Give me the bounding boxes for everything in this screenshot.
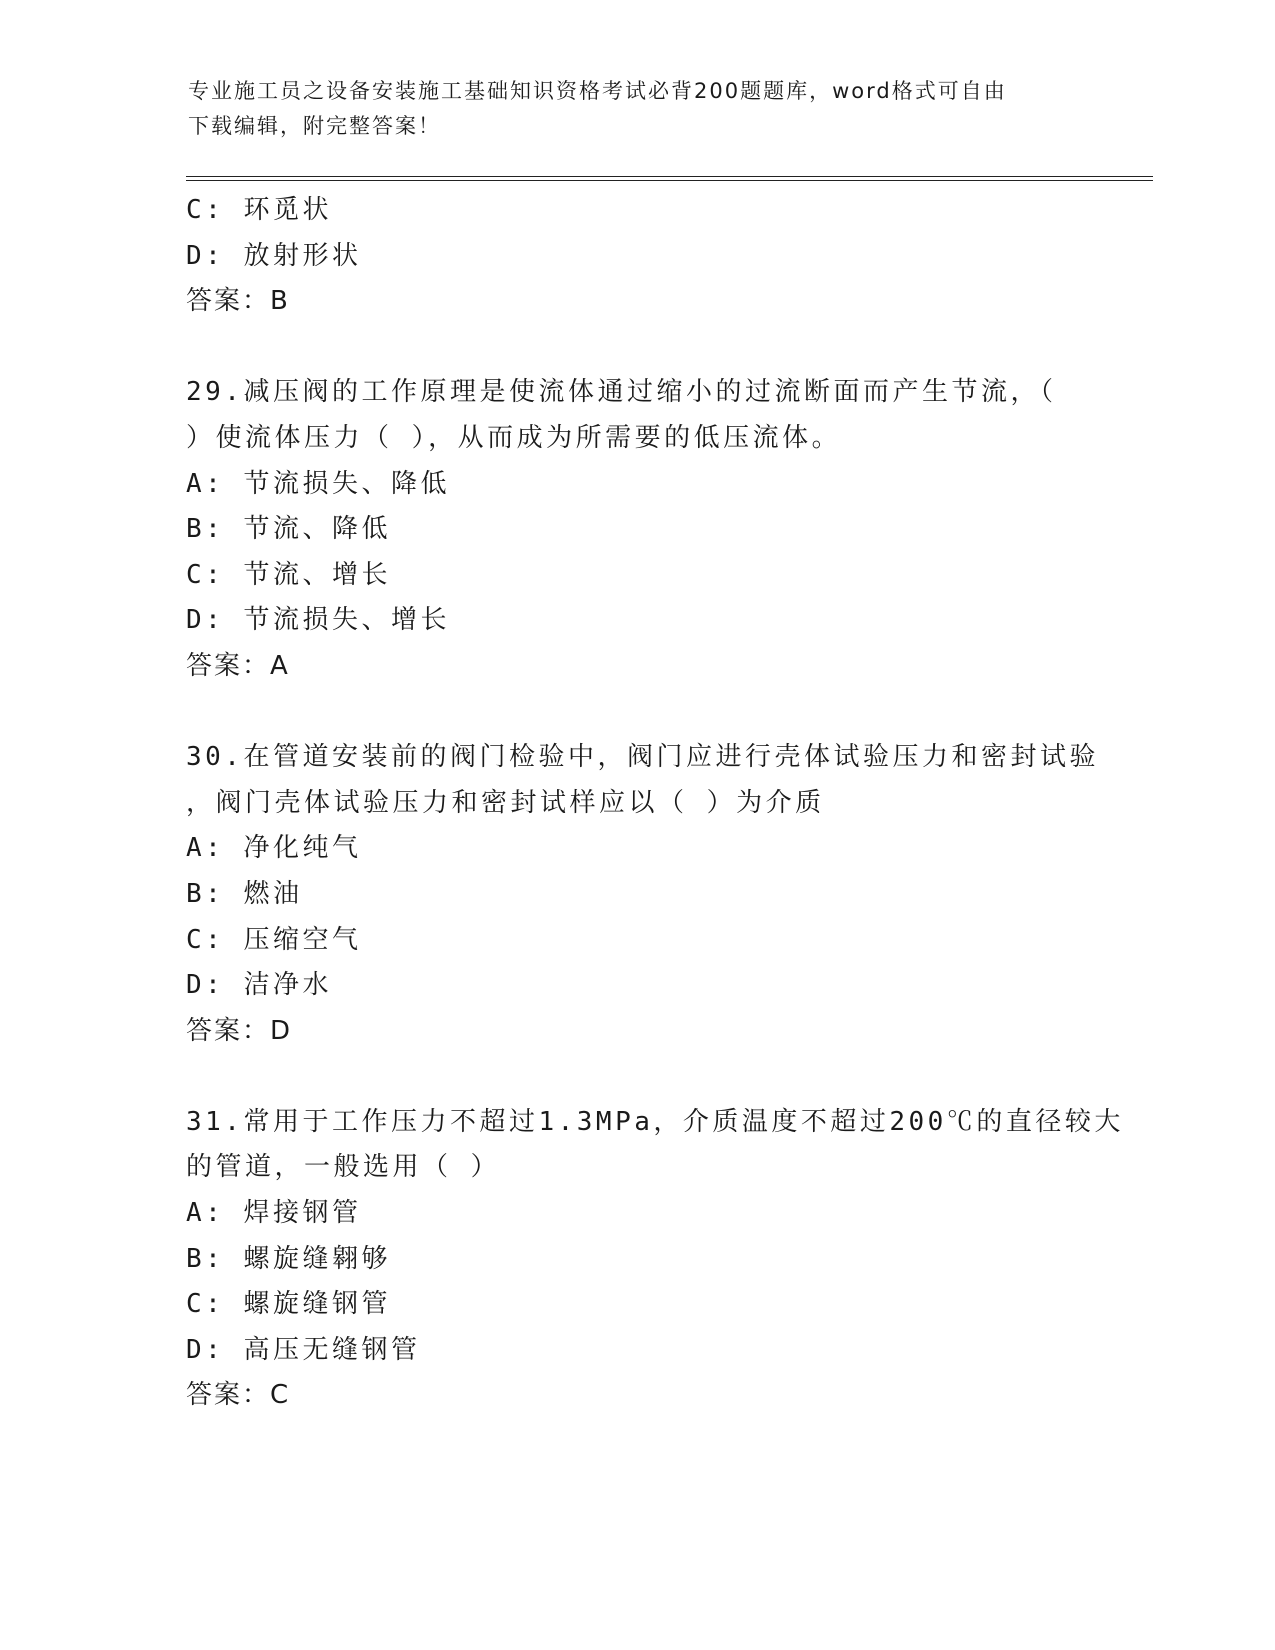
document-header bbox=[188, 74, 1068, 144]
option-b: B: 燃油 bbox=[186, 878, 303, 909]
option-c: C: 节流、增长 bbox=[186, 559, 391, 590]
spacer bbox=[186, 325, 1086, 371]
question-text-line-2: ，阀门壳体试验压力和密封试样应以（ ）为介质 bbox=[186, 787, 825, 818]
option-c: C: 压缩空气 bbox=[186, 924, 362, 955]
spacer bbox=[186, 1054, 1086, 1100]
question-29 bbox=[186, 370, 1086, 689]
option-c: C: 螺旋缝钢管 bbox=[186, 1289, 391, 1320]
option-d: D: 放射形状 bbox=[186, 240, 362, 271]
question-30 bbox=[186, 735, 1099, 1054]
header-divider bbox=[186, 176, 1153, 181]
option-a: A: 净化纯气 bbox=[186, 833, 362, 864]
option-b: B: 螺旋缝翱够 bbox=[186, 1243, 391, 1274]
question-text-line-2: ）使流体压力（ ），从而成为所需要的低压流体。 bbox=[186, 422, 842, 453]
question-text-line-2: 的管道，一般选用（ ） bbox=[186, 1152, 501, 1183]
option-b: B: 节流、降低 bbox=[186, 514, 391, 545]
answer: 答案：B bbox=[186, 286, 290, 317]
answer: 答案：A bbox=[186, 650, 290, 681]
question-list bbox=[186, 188, 1124, 1419]
answer: 答案：D bbox=[186, 1015, 293, 1046]
header-line-2: 下载编辑，附完整答案！ bbox=[188, 114, 441, 138]
option-d: D: 节流损失、增长 bbox=[186, 605, 450, 636]
question-text-line-1: 30.在管道安装前的阀门检验中，阀门应进行壳体试验压力和密封试验 bbox=[186, 742, 1099, 773]
option-a: A: 焊接钢管 bbox=[186, 1198, 362, 1229]
option-a: A: 节流损失、降低 bbox=[186, 468, 450, 499]
answer: 答案：C bbox=[186, 1380, 291, 1411]
question-text-line-1: 29.减压阀的工作原理是使流体通过缩小的过流断面而产生节流，（ bbox=[186, 377, 1057, 408]
header-line-1: 专业施工员之设备安装施工基础知识资格考试必背200题题库，word格式可自由 bbox=[188, 79, 1007, 103]
spacer bbox=[186, 690, 1086, 736]
question-28-tail bbox=[186, 188, 1086, 325]
question-31 bbox=[186, 1100, 1124, 1419]
question-text-line-1: 31.常用于工作压力不超过1.3MPa，介质温度不超过200℃的直径较大 bbox=[186, 1106, 1124, 1137]
option-d: D: 洁净水 bbox=[186, 970, 332, 1001]
option-c: C: 环觅状 bbox=[186, 195, 332, 225]
option-d: D: 高压无缝钢管 bbox=[186, 1334, 421, 1365]
